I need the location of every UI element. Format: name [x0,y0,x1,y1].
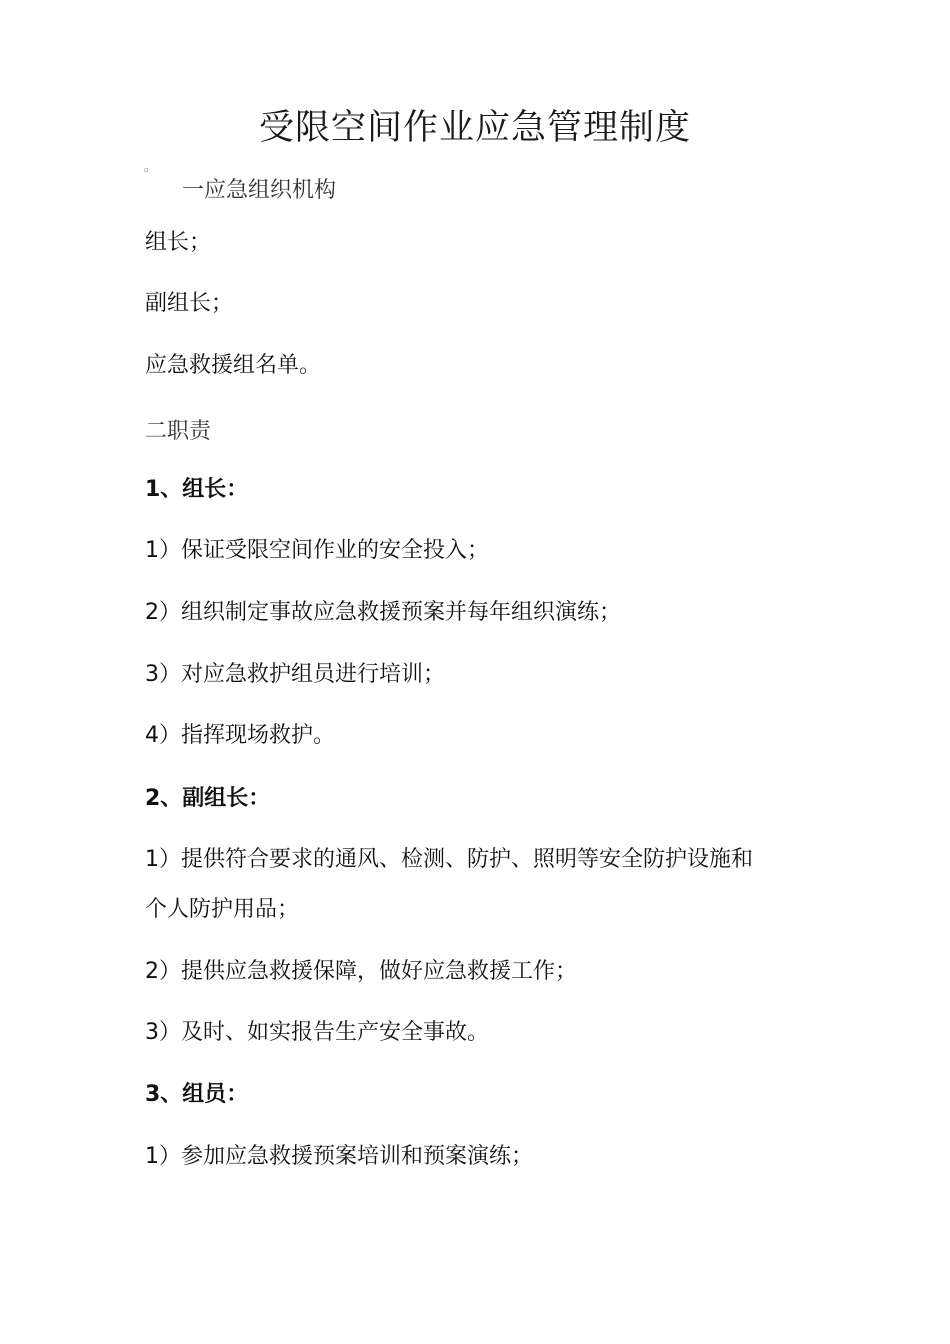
duty-heading-member: 3、组员： [145,1082,249,1107]
duty-heading-leader: 1、组长： [145,477,249,502]
duty-item: 2）组织制定事故应急救援预案并每年组织演练； [145,600,621,625]
section-heading-organization: 一应急组织机构 [182,178,337,203]
section-heading-duties: 二职责 [145,419,212,444]
duty-item: 1）提供符合要求的通风、检测、防护、照明等安全防护设施和 [145,847,753,872]
duty-heading-deputy: 2、副组长： [145,786,271,811]
org-item-deputy: 副组长； [145,291,234,316]
duty-item: 1）参加应急救援预案培训和预案演练； [145,1144,533,1169]
duty-item-continuation: 个人防护用品； [145,897,300,922]
duty-item: 2）提供应急救援保障，做好应急救援工作； [145,959,577,984]
duty-item: 4）指挥现场救护。 [145,723,335,748]
small-mark-icon: ▫ [144,166,149,174]
org-item-roster: 应急救援组名单。 [145,353,322,378]
duty-item: 1）保证受限空间作业的安全投入； [145,538,489,563]
duty-item: 3）及时、如实报告生产安全事故。 [145,1020,489,1045]
duty-item: 3）对应急救护组员进行培训； [145,662,445,687]
document-title: 受限空间作业应急管理制度 [258,108,691,148]
org-item-leader: 组长； [145,230,212,255]
